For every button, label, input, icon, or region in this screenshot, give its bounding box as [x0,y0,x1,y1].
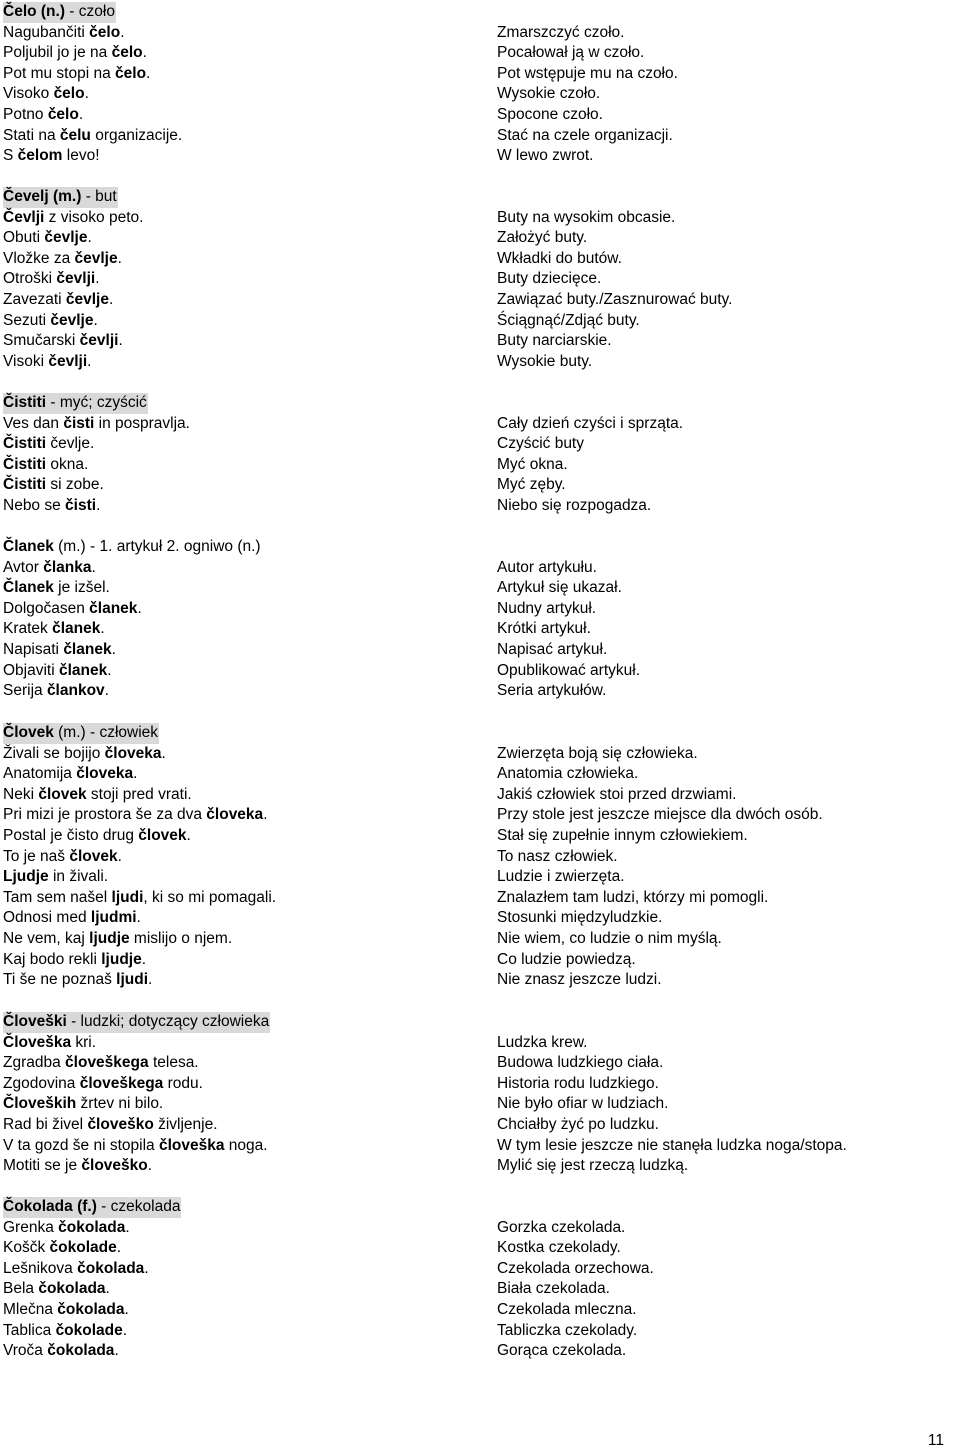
example-row [0,249,960,270]
polish-translation: Gorąca czekolada. [497,1342,627,1360]
slovene-example: Čevlji z visoko peto. [3,208,144,226]
example-row [0,331,960,352]
slovene-example: Članek je izšel. [3,579,110,597]
example-row [0,1053,960,1074]
polish-translation: Wysokie buty. [497,352,593,370]
polish-translation: Ludzie i zwierzęta. [497,868,625,886]
example-row [0,84,960,105]
example-row [0,43,960,64]
example-row [0,352,960,373]
slovene-example: Tam sem našel ljudi, ki so mi pomagali. [3,888,277,906]
example-row [0,1074,960,1095]
entry-heading [0,537,960,558]
slovene-example: Visoki čevlji. [3,352,92,370]
polish-translation: Autor artykułu. [497,558,597,576]
slovene-example: Kaj bodo rekli ljudje. [3,950,147,968]
polish-translation: Tabliczka czekolady. [497,1321,638,1339]
polish-translation: Anatomia człowieka. [497,765,639,783]
example-row [0,126,960,147]
polish-translation: Pocałował ją w czoło. [497,44,645,62]
example-row [0,311,960,332]
polish-translation: Ściągnąć/Zdjąć buty. [497,311,640,329]
polish-translation: Stać na czele organizacji. [497,126,673,144]
slovene-example: Zgradba človeškega telesa. [3,1054,199,1072]
example-row [0,744,960,765]
slovene-example: Človeških žrtev ni bilo. [3,1095,164,1113]
slovene-example: To je naš človek. [3,847,122,865]
slovene-example: Človeška kri. [3,1033,97,1051]
slovene-example: Pri mizi je prostora še za dva človeka. [3,806,268,824]
example-row [0,64,960,85]
headword: Čevelj (m.) - but [3,187,118,208]
example-row [0,888,960,909]
headword: Čistiti - myć; czyścić [3,393,148,414]
polish-translation: Czyścić buty [497,435,584,453]
polish-translation: Czekolada orzechowa. [497,1259,654,1277]
example-row [0,496,960,517]
example-row [0,1136,960,1157]
example-row [0,1279,960,1300]
example-row [0,681,960,702]
polish-translation: Pot wstępuje mu na czoło. [497,64,678,82]
slovene-example: Tablica čokolade. [3,1321,128,1339]
slovene-example: Sezuti čevlje. [3,311,98,329]
slovene-example: Živali se bojijo človeka. [3,744,166,762]
polish-translation: Napisać artykuł. [497,640,608,658]
example-row [0,805,960,826]
slovene-example: Serija člankov. [3,682,109,700]
polish-translation: Zmarszczyć czoło. [497,23,625,41]
example-row [0,290,960,311]
entry-cloveski [0,1012,960,1177]
slovene-example: Postal je čisto drug človek. [3,826,191,844]
polish-translation: Nie znasz jeszcze ludzi. [497,971,662,989]
polish-translation: Wkładki do butów. [497,249,622,267]
example-row [0,1321,960,1342]
polish-translation: Ludzka krew. [497,1033,588,1051]
slovene-example: Obuti čevlje. [3,229,92,247]
slovene-example: Motiti se je človeško. [3,1157,153,1175]
polish-translation: Myć zęby. [497,476,566,494]
polish-translation: Gorzka czekolada. [497,1218,626,1236]
example-row [0,908,960,929]
slovene-example: Dolgočasen članek. [3,599,142,617]
headword: Človek (m.) - człowiek [3,723,159,744]
slovene-example: Pot mu stopi na čelo. [3,64,151,82]
polish-translation: Wysokie czoło. [497,85,601,103]
polish-translation: Buty narciarskie. [497,332,612,350]
polish-translation: Nie wiem, co ludzie o nim myślą. [497,929,722,947]
example-row [0,1094,960,1115]
example-row [0,1033,960,1054]
example-row [0,578,960,599]
slovene-example: Napisati članek. [3,640,116,658]
slovene-example: Vroča čokolada. [3,1342,119,1360]
polish-translation: Spocone czoło. [497,105,603,123]
slovene-example: Rad bi živel človeško življenje. [3,1115,218,1133]
slovene-example: Čistiti čevlje. [3,435,95,453]
polish-translation: Czekolada mleczna. [497,1300,637,1318]
slovene-example: Otroški čevlji. [3,270,100,288]
example-row [0,867,960,888]
slovene-example: Ljudje in živali. [3,868,109,886]
polish-translation: Nie było ofiar w ludziach. [497,1095,669,1113]
headword: Članek (m.) - 1. artykuł 2. ogniwo (n.) [3,538,261,555]
example-row [0,434,960,455]
example-row [0,640,960,661]
slovene-example: Mlečna čokolada. [3,1300,129,1318]
example-row [0,950,960,971]
example-row [0,1300,960,1321]
slovene-example: Zavezati čevlje. [3,290,114,308]
polish-translation: Co ludzie powiedzą. [497,950,636,968]
entry-clanek [0,537,960,702]
slovene-example: Čistiti okna. [3,455,89,473]
example-row [0,599,960,620]
polish-translation: Budowa ludzkiego ciała. [497,1054,664,1072]
polish-translation: To nasz człowiek. [497,847,618,865]
polish-translation: Znalazłem tam ludzi, którzy mi pomogli. [497,888,769,906]
polish-translation: Nudny artykuł. [497,599,597,617]
slovene-example: Bela čokolada. [3,1280,110,1298]
example-row [0,455,960,476]
slovene-example: Visoko čelo. [3,85,89,103]
example-row [0,1115,960,1136]
polish-translation: Założyć buty. [497,229,588,247]
polish-translation: Buty na wysokim obcasie. [497,208,676,226]
example-row [0,228,960,249]
polish-translation: Myć okna. [497,455,568,473]
polish-translation: Buty dziecięce. [497,270,602,288]
entry-celo [0,2,960,167]
polish-translation: Mylić się jest rzeczą ludzką. [497,1157,689,1175]
entry-cistiti [0,393,960,517]
slovene-example: Ne vem, kaj ljudje mislijo o njem. [3,929,233,947]
slovene-example: Objaviti članek. [3,661,112,679]
entry-heading [0,1012,960,1033]
example-row [0,826,960,847]
example-row [0,558,960,579]
polish-translation: Cały dzień czyści i sprząta. [497,414,684,432]
entry-heading [0,723,960,744]
polish-translation: Chciałby żyć po ludzku. [497,1115,659,1133]
headword: Čelo (n.) - czoło [3,2,116,23]
slovene-example: Neki človek stoji pred vrati. [3,785,192,803]
example-row [0,208,960,229]
polish-translation: Zwierzęta boją się człowieka. [497,744,698,762]
polish-translation: Stał się zupełnie innym człowiekiem. [497,826,748,844]
headword: Človeški - ludzki; dotyczący człowieka [3,1012,270,1033]
slovene-example: Ti še ne poznaš ljudi. [3,971,153,989]
entry-heading [0,393,960,414]
polish-translation: Historia rodu ludzkiego. [497,1074,659,1092]
example-row [0,1259,960,1280]
polish-translation: Stosunki międzyludzkie. [497,909,663,927]
example-row [0,105,960,126]
example-row [0,764,960,785]
slovene-example: Vložke za čevlje. [3,249,122,267]
polish-translation: Seria artykułów. [497,682,607,700]
slovene-example: Poljubil jo je na čelo. [3,44,147,62]
example-row [0,1218,960,1239]
example-row [0,1341,960,1362]
polish-translation: Artykuł się ukazał. [497,579,622,597]
example-row [0,929,960,950]
entry-heading [0,2,960,23]
entry-cevelj [0,187,960,372]
slovene-example: Avtor članka. [3,558,96,576]
example-row [0,785,960,806]
slovene-example: Potno čelo. [3,105,84,123]
example-row [0,619,960,640]
slovene-example: V ta gozd še ni stopila človeška noga. [3,1136,268,1154]
slovene-example: Lešnikova čokolada. [3,1259,149,1277]
polish-translation: Zawiązać buty./Zasznurować buty. [497,290,733,308]
example-row [0,970,960,991]
polish-translation: Biała czekolada. [497,1280,610,1298]
slovene-example: Koščk čokolade. [3,1239,122,1257]
polish-translation: Opublikować artykuł. [497,661,641,679]
polish-translation: W lewo zwrot. [497,147,594,165]
entry-cokolada [0,1197,960,1362]
example-row [0,1156,960,1177]
entry-heading [0,187,960,208]
polish-translation: Przy stole jest jeszcze miejsce dla dwóch osób. [497,806,823,824]
slovene-example: Grenka čokolada. [3,1218,130,1236]
slovene-example: Smučarski čevlji. [3,332,123,350]
slovene-example: Stati na čelu organizacije. [3,126,183,144]
slovene-example: Anatomija človeka. [3,765,138,783]
example-row [0,23,960,44]
slovene-example: Nagubančiti čelo. [3,23,125,41]
entry-clovek [0,723,960,991]
polish-translation: Niebo się rozpogadza. [497,496,652,514]
slovene-example: Čistiti si zobe. [3,476,104,494]
slovene-example: S čelom levo! [3,147,100,165]
polish-translation: W tym lesie jeszcze nie stanęła ludzka noga/stopa. [497,1136,847,1154]
polish-translation: Kostka czekolady. [497,1239,621,1257]
example-row [0,146,960,167]
example-row [0,475,960,496]
page-number: 11 [927,1432,944,1449]
example-row [0,269,960,290]
polish-translation: Krótki artykuł. [497,620,591,638]
headword: Čokolada (f.) - czekolada [3,1197,181,1218]
slovene-example: Zgodovina človeškega rodu. [3,1074,203,1092]
slovene-example: Ves dan čisti in pospravlja. [3,414,190,432]
slovene-example: Nebo se čisti. [3,496,101,514]
slovene-example: Kratek članek. [3,620,105,638]
example-row [0,414,960,435]
polish-translation: Jakiś człowiek stoi przed drzwiami. [497,785,737,803]
example-row [0,847,960,868]
slovene-example: Odnosi med ljudmi. [3,909,141,927]
example-row [0,661,960,682]
entry-heading [0,1197,960,1218]
example-row [0,1238,960,1259]
